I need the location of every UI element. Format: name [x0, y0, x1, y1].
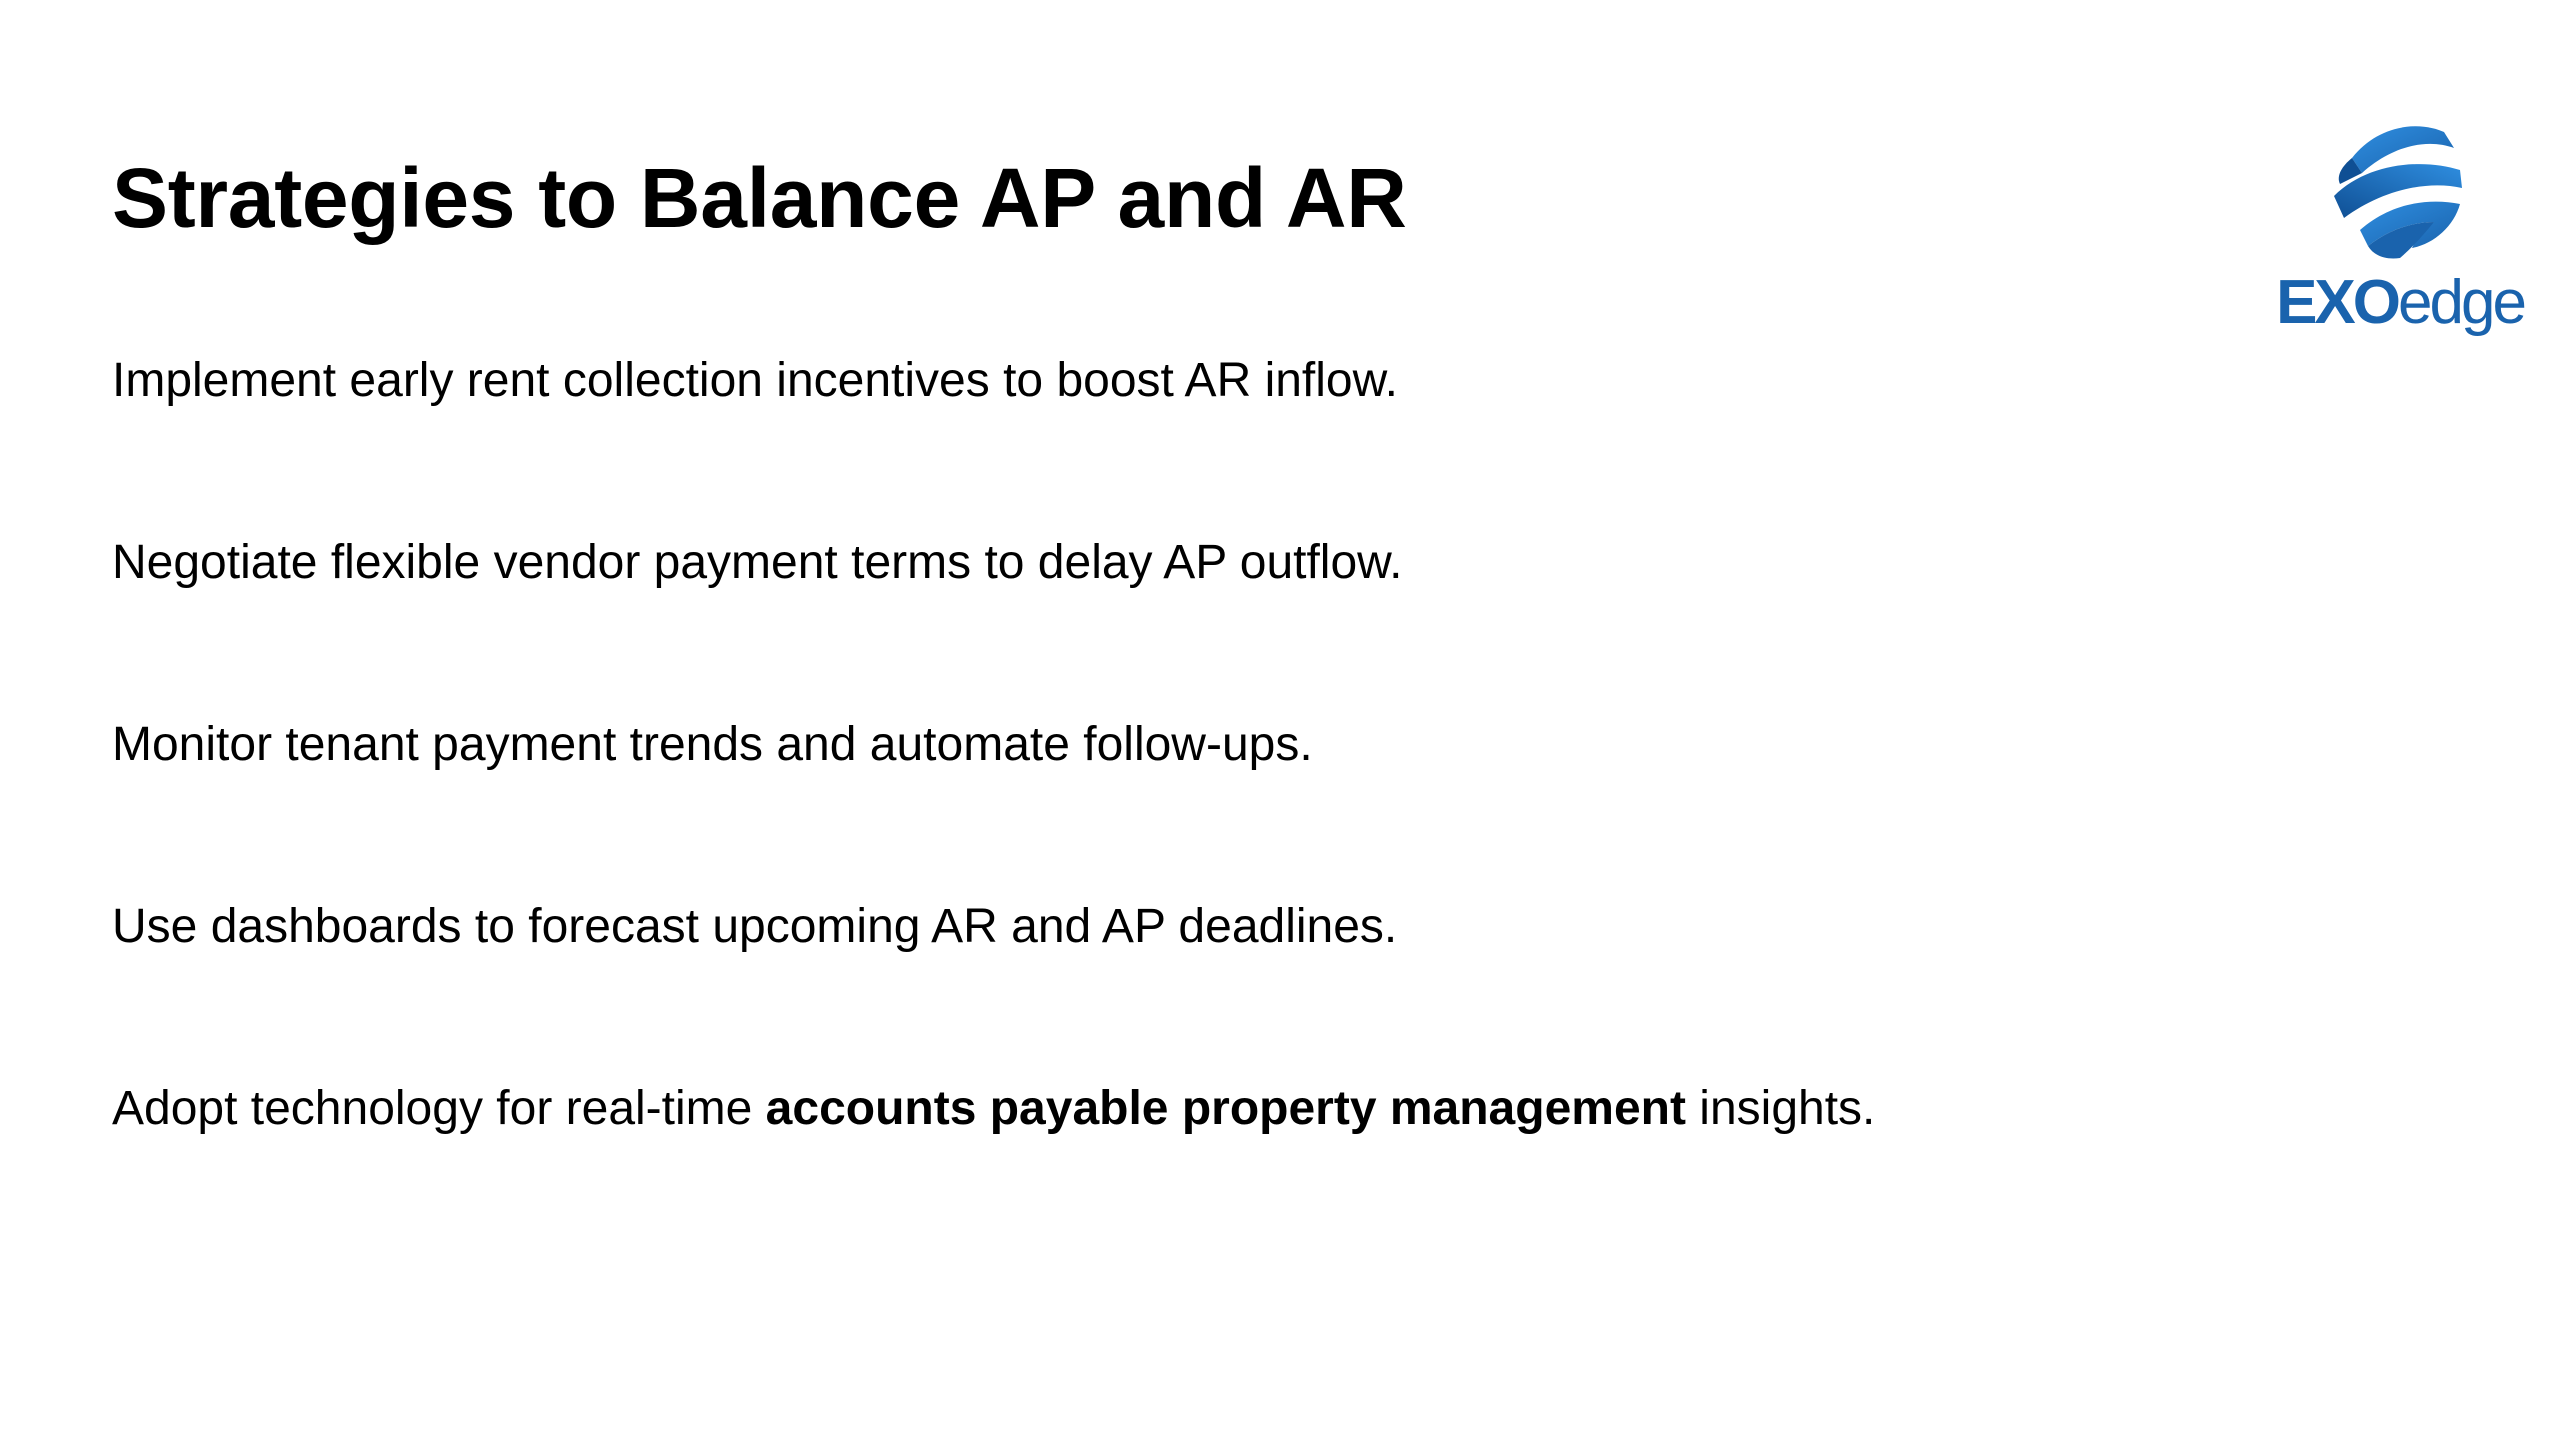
bullet-text-prefix: Adopt technology for real-time: [112, 1082, 766, 1135]
bullet-item: Implement early rent collection incentives to boost AR inflow.: [112, 354, 1398, 407]
bullet-item: Monitor tenant payment trends and automate follow-ups.: [112, 718, 1313, 771]
bullet-item: Use dashboards to forecast upcoming AR and AP deadlines.: [112, 900, 1398, 953]
exoedge-swirl-icon: [2322, 118, 2472, 266]
bullet-item-mixed: [112, 1074, 1875, 1144]
bullet-text-suffix: insights.: [1685, 1082, 1876, 1135]
bullet-list: [112, 346, 1875, 1256]
brand-wordmark-bold: EXO: [2276, 268, 2398, 337]
slide-title: Strategies to Balance AP and AR: [112, 151, 1407, 245]
bullet-item: Negotiate flexible vendor payment terms to delay AP outflow.: [112, 536, 1403, 589]
brand-wordmark-light: edge: [2398, 268, 2524, 337]
brand-logo: [2270, 118, 2530, 348]
brand-wordmark: [2270, 266, 2530, 340]
bullet-text-bold: accounts payable property management: [765, 1082, 1686, 1135]
